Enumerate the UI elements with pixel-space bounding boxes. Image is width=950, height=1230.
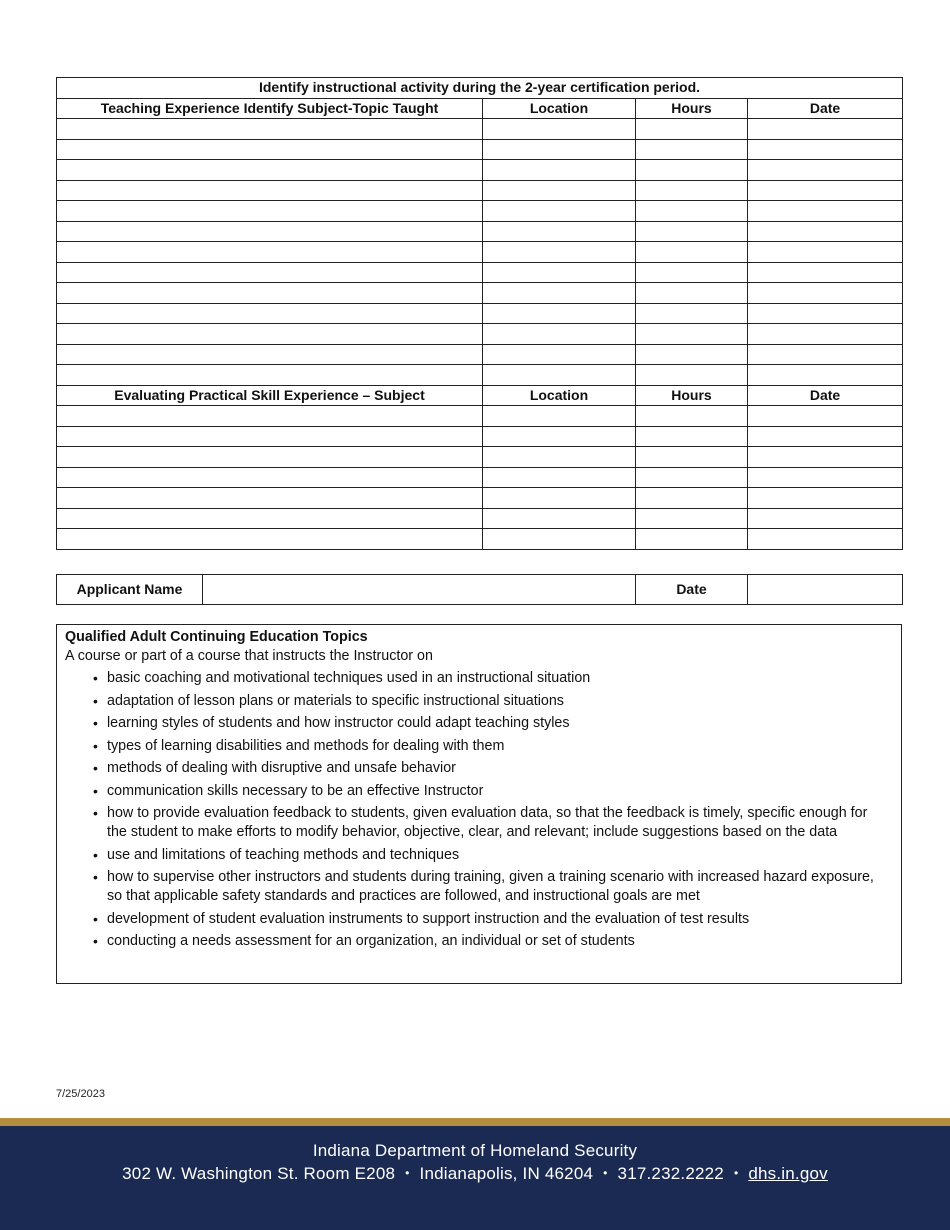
bullet-icon: • [93, 805, 98, 821]
teaching-subject-cell[interactable] [57, 344, 483, 365]
evaluating-row [57, 508, 903, 529]
teaching-date-cell[interactable] [748, 242, 903, 263]
evaluating-row [57, 488, 903, 509]
teaching-hours-cell[interactable] [636, 221, 748, 242]
evaluating-location-cell[interactable] [483, 447, 636, 468]
evaluating-subject-cell[interactable] [57, 447, 483, 468]
teaching-location-cell[interactable] [483, 160, 636, 181]
footer-city: Indianapolis, IN 46204 [419, 1164, 594, 1183]
evaluating-hours-cell[interactable] [636, 508, 748, 529]
bullet-icon: • [93, 670, 98, 686]
evaluating-date-cell[interactable] [748, 447, 903, 468]
footer-separator: • [733, 1166, 739, 1180]
topic-item [57, 846, 901, 865]
topic-item [57, 737, 901, 756]
evaluating-date-cell[interactable] [748, 488, 903, 509]
teaching-hours-cell[interactable] [636, 139, 748, 160]
teaching-date-cell[interactable] [748, 283, 903, 304]
teaching-location-cell[interactable] [483, 119, 636, 140]
topics-intro: A course or part of a course that instructs the Instructor on [65, 648, 433, 664]
topic-item [57, 932, 901, 951]
teaching-date-cell[interactable] [748, 365, 903, 386]
teaching-subject-cell[interactable] [57, 365, 483, 386]
teaching-subject-cell[interactable] [57, 160, 483, 181]
evaluating-hours-cell[interactable] [636, 529, 748, 550]
bullet-icon: • [93, 760, 98, 776]
topic-text: learning styles of students and how instructor could adapt teaching styles [107, 715, 570, 731]
teaching-hours-cell[interactable] [636, 262, 748, 283]
teaching-date-cell[interactable] [748, 344, 903, 365]
evaluating-location-cell[interactable] [483, 467, 636, 488]
teaching-hours-cell[interactable] [636, 324, 748, 345]
bullet-icon: • [93, 869, 98, 885]
evaluating-subject-cell[interactable] [57, 467, 483, 488]
evaluating-hours-cell[interactable] [636, 426, 748, 447]
applicant-table [56, 574, 903, 605]
footer-phone: 317.232.2222 [617, 1164, 724, 1183]
teaching-row [57, 180, 903, 201]
topic-item [57, 910, 901, 929]
evaluating-date-header: Date [748, 385, 903, 406]
teaching-subject-cell[interactable] [57, 119, 483, 140]
bullet-icon: • [93, 782, 98, 799]
teaching-location-cell[interactable] [483, 262, 636, 283]
teaching-hours-cell[interactable] [636, 180, 748, 201]
teaching-location-cell[interactable] [483, 201, 636, 222]
evaluating-hours-cell[interactable] [636, 488, 748, 509]
teaching-location-cell[interactable] [483, 303, 636, 324]
teaching-row [57, 160, 903, 181]
teaching-hours-cell[interactable] [636, 201, 748, 222]
evaluating-subject-cell[interactable] [57, 488, 483, 509]
evaluating-date-cell[interactable] [748, 406, 903, 427]
teaching-subject-cell[interactable] [57, 180, 483, 201]
teaching-location-header: Location [483, 98, 636, 119]
evaluating-hours-header: Hours [636, 385, 748, 406]
teaching-hours-cell[interactable] [636, 283, 748, 304]
teaching-location-cell[interactable] [483, 139, 636, 160]
activity-table [56, 77, 903, 550]
teaching-row [57, 344, 903, 365]
evaluating-subject-cell[interactable] [57, 529, 483, 550]
teaching-row [57, 139, 903, 160]
teaching-row [57, 303, 903, 324]
teaching-hours-cell[interactable] [636, 119, 748, 140]
teaching-location-cell[interactable] [483, 365, 636, 386]
teaching-location-cell[interactable] [483, 344, 636, 365]
bullet-icon: • [93, 846, 98, 863]
teaching-subject-cell[interactable] [57, 242, 483, 263]
topic-item [57, 714, 901, 733]
topic-item [57, 692, 901, 711]
topics-title: Qualified Adult Continuing Education Topics [65, 629, 368, 645]
teaching-row [57, 119, 903, 140]
topic-text: how to provide evaluation feedback to students, given evaluation data, so that the feedback is timely, specific enough for the student to make efforts to modify behavior, objective, clear, and relevant; include suggestions based on the data [107, 805, 868, 840]
teaching-hours-header: Hours [636, 98, 748, 119]
topic-text: types of learning disabilities and methods for dealing with them [107, 737, 505, 754]
teaching-location-cell[interactable] [483, 221, 636, 242]
teaching-location-cell[interactable] [483, 180, 636, 201]
teaching-location-cell[interactable] [483, 242, 636, 263]
evaluating-subject-header: Evaluating Practical Skill Experience – Subject [57, 385, 483, 406]
topic-text: methods of dealing with disruptive and unsafe behavior [107, 760, 456, 776]
bullet-icon: • [93, 715, 98, 731]
applicant-name-label: Applicant Name [57, 575, 203, 605]
evaluating-date-cell[interactable] [748, 467, 903, 488]
topics-box [56, 624, 902, 984]
topic-item [57, 804, 901, 842]
evaluating-subject-cell[interactable] [57, 508, 483, 529]
evaluating-location-cell[interactable] [483, 508, 636, 529]
applicant-date-field[interactable] [748, 575, 903, 605]
teaching-date-cell[interactable] [748, 221, 903, 242]
teaching-subject-cell[interactable] [57, 221, 483, 242]
evaluating-hours-cell[interactable] [636, 447, 748, 468]
teaching-date-header: Date [748, 98, 903, 119]
teaching-location-cell[interactable] [483, 283, 636, 304]
teaching-date-cell[interactable] [748, 119, 903, 140]
bullet-icon: • [93, 910, 98, 927]
topic-item [57, 782, 901, 801]
evaluating-location-cell[interactable] [483, 488, 636, 509]
teaching-row [57, 365, 903, 386]
teaching-row [57, 221, 903, 242]
teaching-date-cell[interactable] [748, 139, 903, 160]
topic-text: adaptation of lesson plans or materials to specific instructional situations [107, 692, 564, 709]
teaching-row [57, 201, 903, 222]
teaching-subject-cell[interactable] [57, 283, 483, 304]
topic-text: conducting a needs assessment for an organization, an individual or set of students [107, 933, 635, 949]
teaching-date-cell[interactable] [748, 160, 903, 181]
applicant-name-field[interactable] [203, 575, 636, 605]
teaching-hours-cell[interactable] [636, 242, 748, 263]
topic-text: use and limitations of teaching methods and techniques [107, 846, 460, 863]
evaluating-row [57, 406, 903, 427]
teaching-subject-cell[interactable] [57, 262, 483, 283]
teaching-date-cell[interactable] [748, 180, 903, 201]
evaluating-header-row [57, 385, 903, 406]
footer-website-link[interactable]: dhs.in.gov [748, 1164, 828, 1183]
teaching-hours-cell[interactable] [636, 160, 748, 181]
footer-address: 302 W. Washington St. Room E208 [122, 1164, 396, 1183]
teaching-date-cell[interactable] [748, 324, 903, 345]
evaluating-hours-cell[interactable] [636, 406, 748, 427]
teaching-subject-header: Teaching Experience Identify Subject-Topic Taught [57, 98, 483, 119]
topic-text: basic coaching and motivational techniques used in an instructional situation [107, 670, 591, 686]
teaching-subject-cell[interactable] [57, 324, 483, 345]
bullet-icon: • [93, 692, 98, 709]
teaching-date-cell[interactable] [748, 262, 903, 283]
teaching-row [57, 262, 903, 283]
teaching-row [57, 324, 903, 345]
evaluating-subject-cell[interactable] [57, 406, 483, 427]
topics-list [57, 669, 901, 951]
evaluating-date-cell[interactable] [748, 529, 903, 550]
evaluating-location-header: Location [483, 385, 636, 406]
teaching-hours-cell[interactable] [636, 303, 748, 324]
teaching-hours-cell[interactable] [636, 344, 748, 365]
evaluating-row [57, 426, 903, 447]
evaluating-row [57, 467, 903, 488]
topic-text: development of student evaluation instruments to support instruction and the evaluation of test results [107, 910, 750, 927]
footer-separator: • [603, 1166, 608, 1180]
topic-item [57, 759, 901, 778]
evaluating-subject-cell[interactable] [57, 426, 483, 447]
teaching-date-cell[interactable] [748, 201, 903, 222]
bullet-icon: • [93, 737, 98, 754]
teaching-subject-cell[interactable] [57, 139, 483, 160]
topic-item [57, 868, 901, 906]
topic-text: how to supervise other instructors and students during training, given a training scenario with increased hazard exposure, so that applicable safety standards and practices are followed, and instructional goals are met [107, 869, 874, 904]
table-caption: Identify instructional activity during the 2-year certification period. [57, 78, 903, 99]
evaluating-row [57, 529, 903, 550]
evaluating-row [57, 447, 903, 468]
evaluating-location-cell[interactable] [483, 426, 636, 447]
footer-bar [0, 1126, 950, 1230]
teaching-header-row [57, 98, 903, 119]
teaching-row [57, 283, 903, 304]
evaluating-location-cell[interactable] [483, 529, 636, 550]
evaluating-date-cell[interactable] [748, 508, 903, 529]
topic-text: communication skills necessary to be an effective Instructor [107, 782, 484, 799]
bullet-icon: • [93, 933, 98, 949]
footer-accent-stripe [0, 1118, 950, 1126]
footer-contact-line [0, 1164, 950, 1184]
evaluating-hours-cell[interactable] [636, 467, 748, 488]
teaching-hours-cell[interactable] [636, 365, 748, 386]
teaching-date-cell[interactable] [748, 303, 903, 324]
teaching-row [57, 242, 903, 263]
revision-date: 7/25/2023 [56, 1088, 105, 1100]
topic-item [57, 669, 901, 688]
evaluating-date-cell[interactable] [748, 426, 903, 447]
teaching-subject-cell[interactable] [57, 201, 483, 222]
footer-organization: Indiana Department of Homeland Security [312, 1141, 638, 1160]
teaching-location-cell[interactable] [483, 324, 636, 345]
footer-separator: • [405, 1166, 410, 1180]
evaluating-location-cell[interactable] [483, 406, 636, 427]
teaching-subject-cell[interactable] [57, 303, 483, 324]
applicant-date-label: Date [636, 575, 748, 605]
